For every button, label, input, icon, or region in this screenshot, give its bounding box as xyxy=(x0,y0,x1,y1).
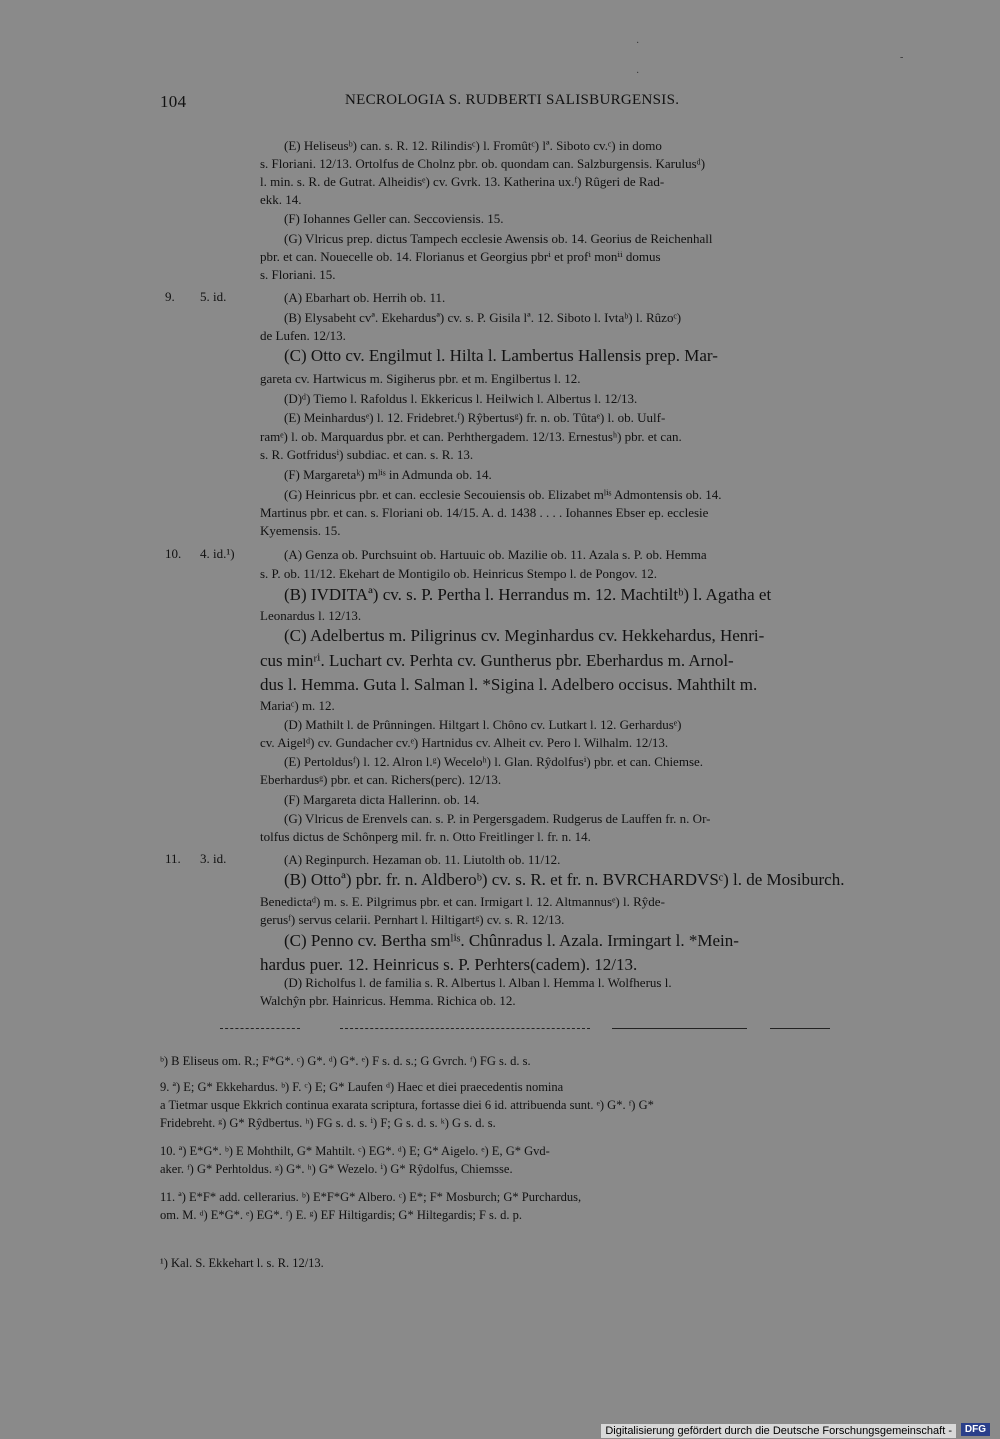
text-line: (G) Vlricus de Erenvels can. s. P. in Pergersgadem. Rudgerus de Lauffen fr. n. Or- xyxy=(284,811,711,826)
text-line: de Lufen. 12/13. xyxy=(260,328,346,343)
page-title: NECROLOGIA S. RUDBERTI SALISBURGENSIS. xyxy=(345,92,680,108)
text-line: (B) IVDITAª) cv. s. P. Pertha l. Herrandus m. 12. Machtiltᵇ) l. Agatha et xyxy=(284,585,772,604)
text-line: Leonardus l. 12/13. xyxy=(260,608,362,623)
footnote-line: a Tietmar usque Ekkrich continua exarata scriptura, fortasse diei 6 id. attribuenda sunt. ᵉ) G*. ᶠ) G* xyxy=(160,1098,654,1112)
scan-mark: · xyxy=(636,68,640,79)
footnote-rule xyxy=(770,1028,830,1029)
text-line: (E) Heliseusᵇ) can. s. R. 12. Rilindisᶜ) l. Fromûtᶜ) lª. Siboto cv.ᶜ) in domo xyxy=(284,138,662,153)
footnote-line: ᵇ) B Eliseus om. R.; F*G*. ᶜ) G*. ᵈ) G*. ᵉ) F s. d. s.; G Gvrch. ᶠ) FG s. d. s. xyxy=(160,1054,531,1068)
footnote-line: Fridebreht. ᵍ) G* Rŷdbertus. ʰ) FG s. d. s. ⁱ) F; G s. d. s. ᵏ) G s. d. s. xyxy=(160,1116,496,1130)
text-line: (D) Mathilt l. de Prûnningen. Hiltgart l. Chôno cv. Lutkart l. 12. Gerhardusᵉ) xyxy=(284,717,682,732)
text-line: ramᵉ) l. ob. Marquardus pbr. et can. Perhthergadem. 12/13. Ernestusʰ) pbr. et can. xyxy=(260,429,682,444)
text-line: l. min. s. R. de Gutrat. Alheidisᵉ) cv. Gvrk. 13. Katherina ux.ᶠ) Rûgeri de Rad- xyxy=(260,174,665,189)
text-line: (C) Otto cv. Engilmut l. Hilta l. Lambertus Hallensis prep. Mar- xyxy=(284,346,718,365)
text-line: (B) Ottoª) pbr. fr. n. Aldberoᵇ) cv. s. R. et fr. n. BVRCHARDVSᶜ) l. de Mosiburch. xyxy=(284,870,845,889)
text-line: (C) Penno cv. Bertha smˡⁱˢ. Chûnradus l. Azala. Irmingart l. *Mein- xyxy=(284,931,739,950)
footnote-rule xyxy=(220,1028,300,1029)
text-line: s. P. ob. 11/12. Ekehart de Montigilo ob. Heinricus Stempo l. de Pongov. 12. xyxy=(260,566,657,581)
dfg-logo[interactable]: DFG xyxy=(961,1423,990,1436)
text-line: cv. Aigelᵈ) cv. Gundacher cv.ᵉ) Hartnidus cv. Alheit cv. Pero l. Wilhalm. 12/13. xyxy=(260,735,669,750)
day-ides-label: 3. id. xyxy=(200,851,227,866)
text-line: s. R. Gotfridusⁱ) subdiac. et can. s. R. 13. xyxy=(260,447,474,462)
footnote-rule xyxy=(612,1028,747,1029)
footnote-line: om. M. ᵈ) E*G*. ᵉ) EG*. ᶠ) E. ᵍ) EF Hiltigardis; G* Hiltegardis; F s. d. p. xyxy=(160,1208,523,1222)
text-line: (B) Elysabeht cvª. Ekehardusª) cv. s. P. Gisila lª. 12. Siboto l. Ivtaᵇ) l. Rûzoᶜ) xyxy=(284,310,682,325)
footnote-line: 10. ª) E*G*. ᵇ) E Mohthilt, G* Mahtilt. ᶜ) EG*. ᵈ) E; G* Aigelo. ᵉ) E, G* Gvd- xyxy=(160,1144,550,1158)
text-line: hardus puer. 12. Heinricus s. P. Perhters(cadem). 12/13. xyxy=(260,955,638,974)
text-line: (E) Pertoldusᶠ) l. 12. Alron l.ᵍ) Weceloʰ) l. Glan. Rŷdolfusⁱ) pbr. et can. Chiemse. xyxy=(284,754,704,769)
digitization-credit: Digitalisierung gefördert durch die Deutsche Forschungsgemeinschaft - xyxy=(601,1424,956,1438)
footnote-line: 11. ª) E*F* add. cellerarius. ᵇ) E*F*G* Albero. ᶜ) E*; F* Mosburch; G* Purchardus, xyxy=(160,1190,582,1204)
text-line: dus l. Hemma. Guta l. Salman l. *Sigina l. Adelbero occisus. Mahthilt m. xyxy=(260,675,758,694)
text-line: gerusᶠ) servus celarii. Pernhart l. Hiltigartᵍ) cv. s. R. 12/13. xyxy=(260,912,565,927)
text-line: s. Floriani. 12/13. Ortolfus de Cholnz pbr. ob. quondam can. Salzburgensis. Karulusᵈ) xyxy=(260,156,706,171)
text-line: (F) Margareta dicta Hallerinn. ob. 14. xyxy=(284,792,480,807)
text-line: Eberhardusᵍ) pbr. et can. Richers(perc). 12/13. xyxy=(260,772,502,787)
text-line: (D)ᵈ) Tiemo l. Rafoldus l. Ekkericus l. Heilwich l. Albertus l. 12/13. xyxy=(284,391,638,406)
page-number: 104 xyxy=(160,92,187,111)
footnote-line: ¹) Kal. S. Ekkehart l. s. R. 12/13. xyxy=(160,1256,324,1270)
text-line: (G) Vlricus prep. dictus Tampech ecclesie Awensis ob. 14. Georius de Reichenhall xyxy=(284,231,713,246)
text-line: (A) Genza ob. Purchsuint ob. Hartuuic ob. Mazilie ob. 11. Azala s. P. ob. Hemma xyxy=(284,547,707,562)
text-line: (E) Meinhardusᵉ) l. 12. Fridebret.ᶠ) Rŷbertusᵍ) fr. n. ob. Tûtaᵉ) l. ob. Uulf- xyxy=(284,410,666,425)
footnote-rule xyxy=(340,1028,590,1029)
text-line: tolfus dictus de Schônperg mil. fr. n. Otto Freitlinger l. fr. n. 14. xyxy=(260,829,591,844)
text-line: Mariaᶜ) m. 12. xyxy=(260,698,335,713)
text-line: Walchŷn pbr. Hainricus. Hemma. Richica ob. 12. xyxy=(260,993,516,1008)
scan-mark: · xyxy=(636,38,640,49)
day-number: 9. xyxy=(165,289,175,304)
text-line: s. Floriani. 15. xyxy=(260,267,336,282)
text-line: gareta cv. Hartwicus m. Sigiherus pbr. et m. Engilbertus l. 12. xyxy=(260,371,581,386)
text-line: (D) Richolfus l. de familia s. R. Albertus l. Alban l. Hemma l. Wolfherus l. xyxy=(284,975,672,990)
text-line: Benedictaᵈ) m. s. E. Pilgrimus pbr. et can. Irmigart l. 12. Altmannusᵉ) l. Rŷde- xyxy=(260,894,665,909)
text-line: (F) Margaretaᵏ) mˡⁱˢ in Admunda ob. 14. xyxy=(284,467,492,482)
text-line: Kyemensis. 15. xyxy=(260,523,341,538)
scan-mark: - xyxy=(900,52,904,63)
text-line: (F) Iohannes Geller can. Seccoviensis. 15. xyxy=(284,211,504,226)
text-line: cus minʳⁱ. Luchart cv. Perhta cv. Guntherus pbr. Eberhardus m. Arnol- xyxy=(260,651,734,670)
text-line: (C) Adelbertus m. Piligrinus cv. Meginhardus cv. Hekkehardus, Henri- xyxy=(284,626,765,645)
text-line: ekk. 14. xyxy=(260,192,302,207)
text-line: pbr. et can. Nouecelle ob. 14. Florianus et Georgius pbrⁱ et profⁱ monⁱⁱ domus xyxy=(260,249,661,264)
text-line: (A) Reginpurch. Hezaman ob. 11. Liutolth ob. 11/12. xyxy=(284,852,561,867)
day-ides-label: 5. id. xyxy=(200,289,227,304)
text-line: Martinus pbr. et can. s. Floriani ob. 14/15. A. d. 1438 . . . . Iohannes Ebser ep. ecclesie xyxy=(260,505,709,520)
day-number: 10. xyxy=(165,546,182,561)
day-number: 11. xyxy=(165,851,181,866)
text-line: (A) Ebarhart ob. Herrih ob. 11. xyxy=(284,290,446,305)
footnote-line: aker. ᶠ) G* Perhtoldus. ᵍ) G*. ʰ) G* Wezelo. ⁱ) G* Rŷdolfus, Chiemsse. xyxy=(160,1162,513,1176)
text-line: (G) Heinricus pbr. et can. ecclesie Secouiensis ob. Elizabet mˡⁱˢ Admontensis ob. 14. xyxy=(284,487,722,502)
day-ides-label: 4. id.¹) xyxy=(200,546,235,561)
footnote-line: 9. ª) E; G* Ekkehardus. ᵇ) F. ᶜ) E; G* Laufen ᵈ) Haec et diei praecedentis nomina xyxy=(160,1080,564,1094)
